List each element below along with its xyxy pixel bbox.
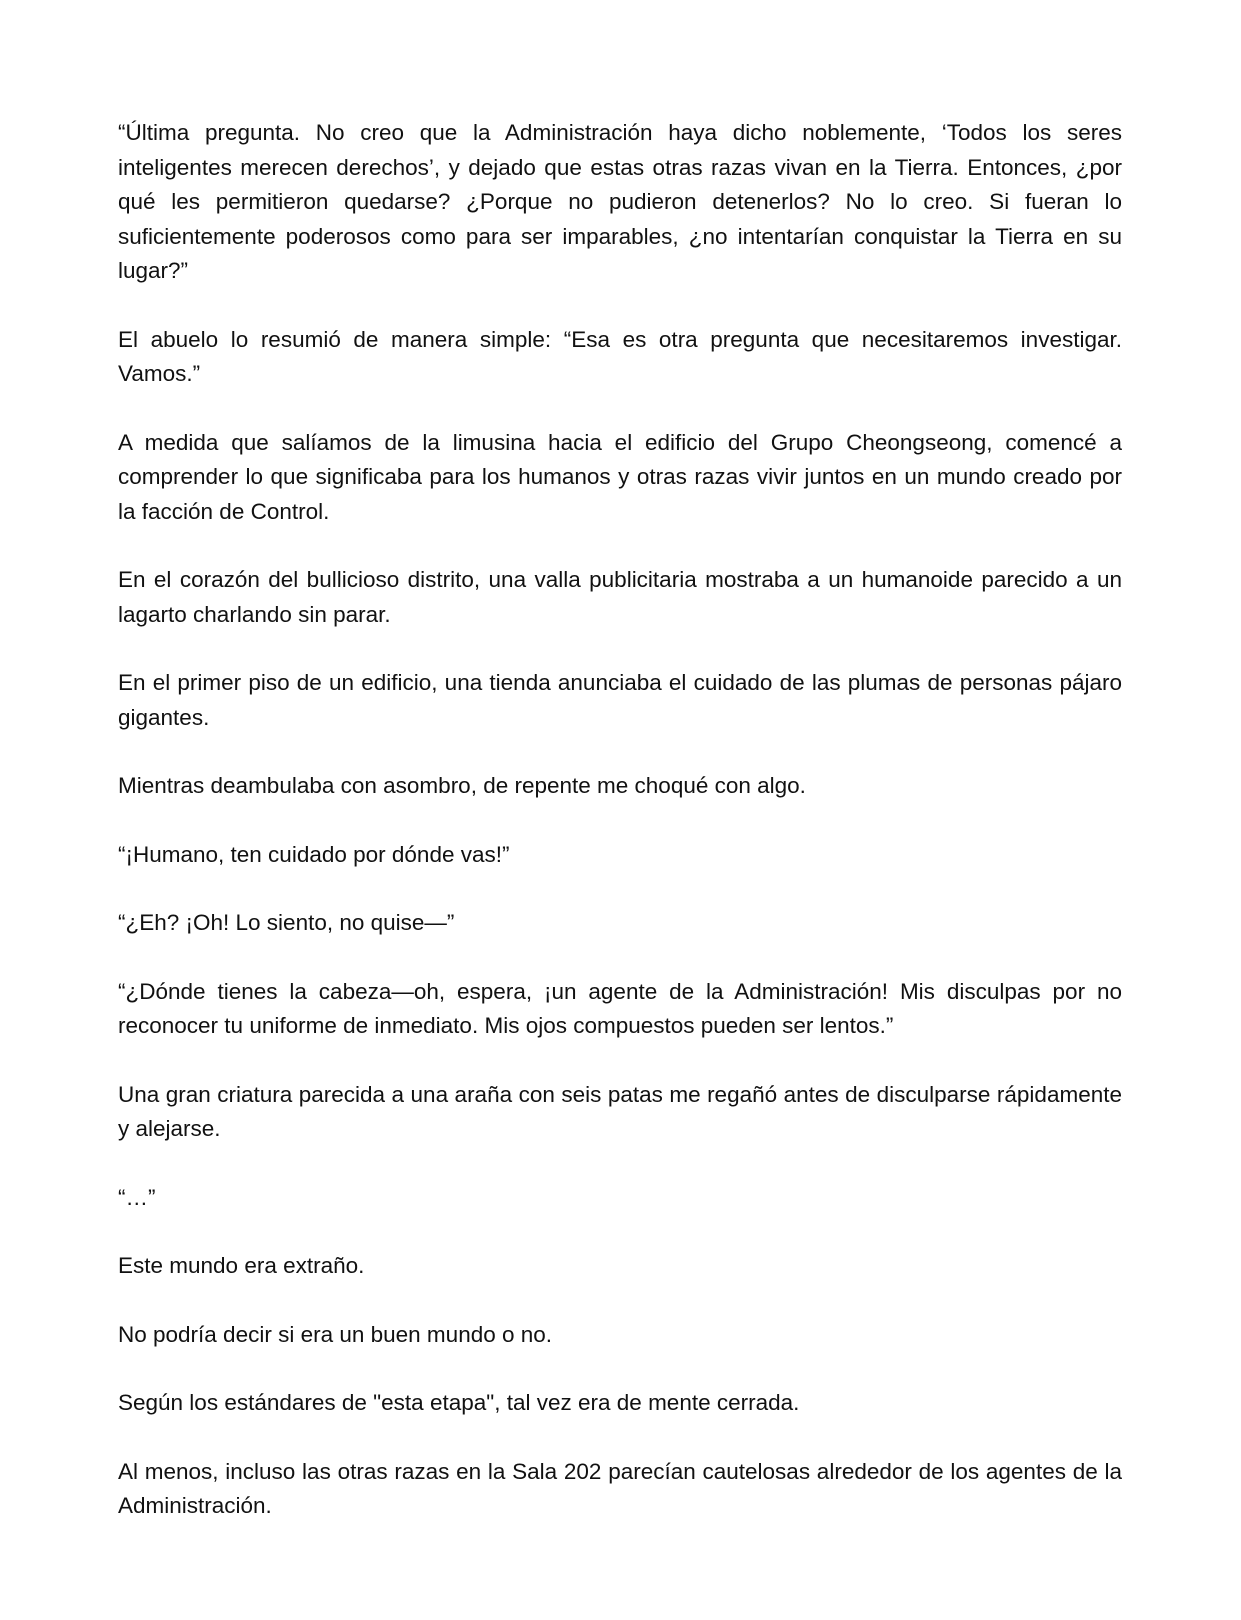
paragraph-9: “¿Dónde tienes la cabeza—oh, espera, ¡un agente de la Administración! Mis disculpas por no reconocer tu uniforme de inmediato. Mis ojos compuestos pueden ser lentos.” [118,978,1122,1038]
paragraph-14: Según los estándares de "esta etapa", tal vez era de mente cerrada. [118,1390,800,1415]
paragraph-3: A medida que salíamos de la limusina hacia el edificio del Grupo Cheongseong, comencé a comprender lo que significaba para los humanos y otras razas vivir juntos en un mundo creado por la facción de Control. [118,429,1122,524]
document-page [118,116,1122,1606]
paragraph-15: Al menos, incluso las otras razas en la Sala 202 parecían cautelosas alrededor de los agentes de la Administración. [118,1458,1122,1518]
paragraph-4: En el corazón del bullicioso distrito, una valla publicitaria mostraba a un humanoide parecido a un lagarto charlando sin parar. [118,567,1122,627]
paragraph-1: “Última pregunta. No creo que la Administración haya dicho noblemente, ‘Todos los seres inteligentes merecen derechos’, y dejado que estas otras razas vivan en la Tierra. Entonces, ¿por qué les permitieron quedarse? ¿Porque no pudieron detenerlos? No lo creo. Si fueran lo suficientemente poderosos como para ser imparables, ¿no intentarían conquistar la Tierra en su lugar?” [118,120,1122,283]
paragraph-8: “¿Eh? ¡Oh! Lo siento, no quise—” [118,910,455,935]
paragraph-11: “…” [118,1184,156,1210]
paragraph-7: “¡Humano, ten cuidado por dónde vas!” [118,841,510,867]
paragraph-10: Una gran criatura parecida a una araña con seis patas me regañó antes de disculparse rápidamente y alejarse. [118,1081,1122,1141]
paragraph-13: No podría decir si era un buen mundo o no. [118,1321,553,1347]
paragraph-6: Mientras deambulaba con asombro, de repente me choqué con algo. [118,773,806,798]
paragraph-12: Este mundo era extraño. [118,1253,365,1278]
paragraph-5: En el primer piso de un edificio, una tienda anunciaba el cuidado de las plumas de personas pájaro gigantes. [118,670,1122,730]
paragraph-2: El abuelo lo resumió de manera simple: “Esa es otra pregunta que necesitaremos investigar. Vamos.” [118,326,1122,386]
